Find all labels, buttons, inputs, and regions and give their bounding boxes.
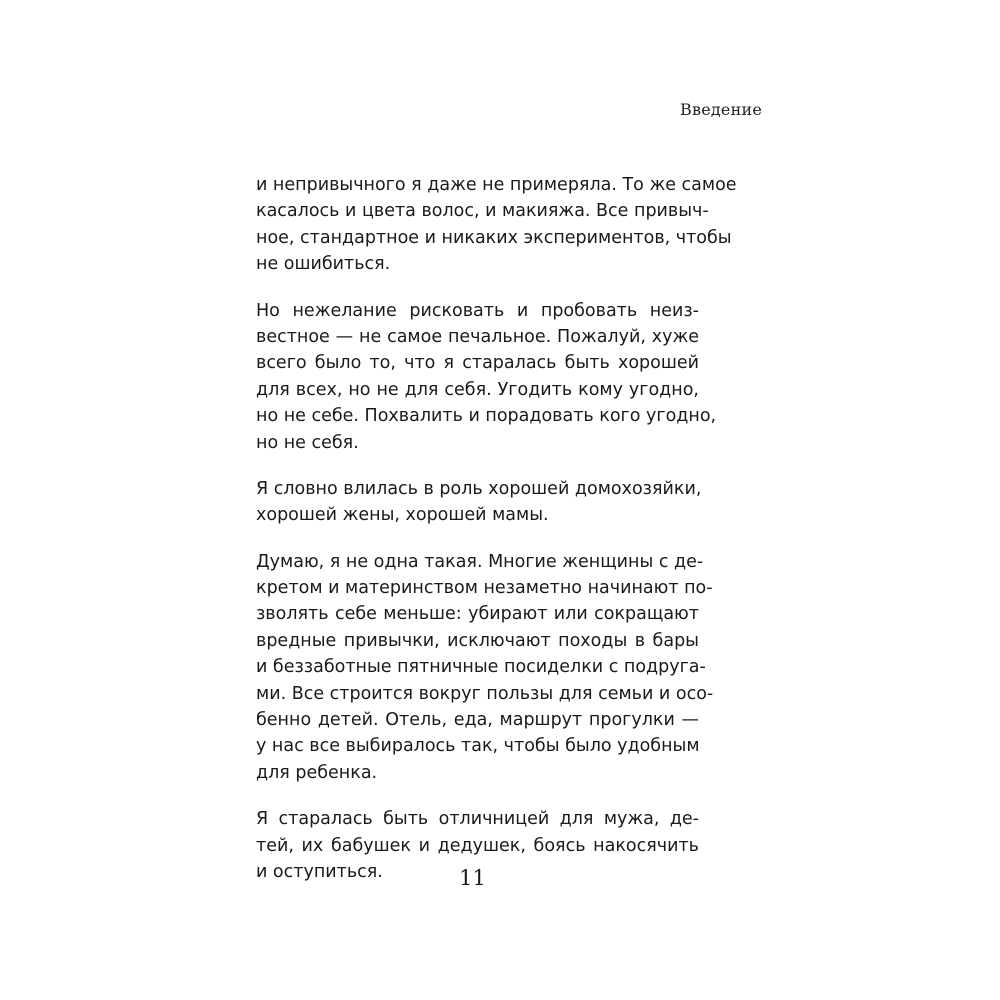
text-line: ное, стандартное и никаких экспериментов, чтобы — [256, 227, 732, 248]
text-line: кретом и материнством незаметно начинают по- — [256, 578, 713, 599]
text-line: ми. Все строится вокруг пользы для семьи и осо- — [256, 683, 714, 704]
text-line: всего было то, что я старалась быть хорошей — [256, 353, 699, 374]
text-line: и оступиться. — [256, 861, 383, 882]
paragraph-1 — [256, 172, 737, 278]
text-line: для всех, но не для себя. Угодить кому угодно, — [256, 379, 699, 400]
text-line: тей, их бабушек и дедушек, боясь накосячить — [256, 835, 699, 856]
text-line: для ребенка. — [256, 762, 378, 783]
text-line: Думаю, я не одна такая. Многие женщины с де- — [256, 551, 704, 572]
text-line: вредные привычки, исключают походы в бары — [256, 630, 699, 651]
text-line: но не себя. — [256, 432, 359, 453]
text-line: и беззаботные пятничные посиделки с подруга- — [256, 657, 706, 678]
text-line: и непривычного я даже не примеряла. То же самое — [256, 175, 737, 195]
text-line: но не себе. Похвалить и порадовать кого угодно, — [256, 406, 717, 427]
paragraph-2 — [256, 298, 717, 456]
text-line: зволять себе меньше: убирают или сокращают — [256, 604, 699, 625]
text-line: Я старалась быть отличницей для мужа, де- — [256, 809, 699, 830]
paragraph-3 — [256, 476, 702, 529]
text-line: Но нежелание рисковать и пробовать неиз- — [256, 300, 699, 321]
text-line: не ошибиться. — [256, 254, 391, 275]
page-number: 11 — [459, 866, 486, 890]
text-line: бенно детей. Отель, еда, маршрут прогулки — — [256, 710, 699, 731]
text-line: Я словно влилась в роль хорошей домохозяйки, — [256, 478, 702, 499]
body-text — [256, 172, 737, 905]
running-head-title: Введение — [680, 100, 762, 119]
text-line: вестное — не самое печальное. Пожалуй, хуже — [256, 326, 699, 347]
text-line: хорошей жены, хорошей мамы. — [256, 505, 549, 526]
paragraph-4 — [256, 549, 714, 787]
text-line: касалось и цвета волос, и макияжа. Все привыч- — [256, 201, 709, 222]
text-line: у нас все выбиралось так, чтобы было удобным — [256, 736, 700, 757]
